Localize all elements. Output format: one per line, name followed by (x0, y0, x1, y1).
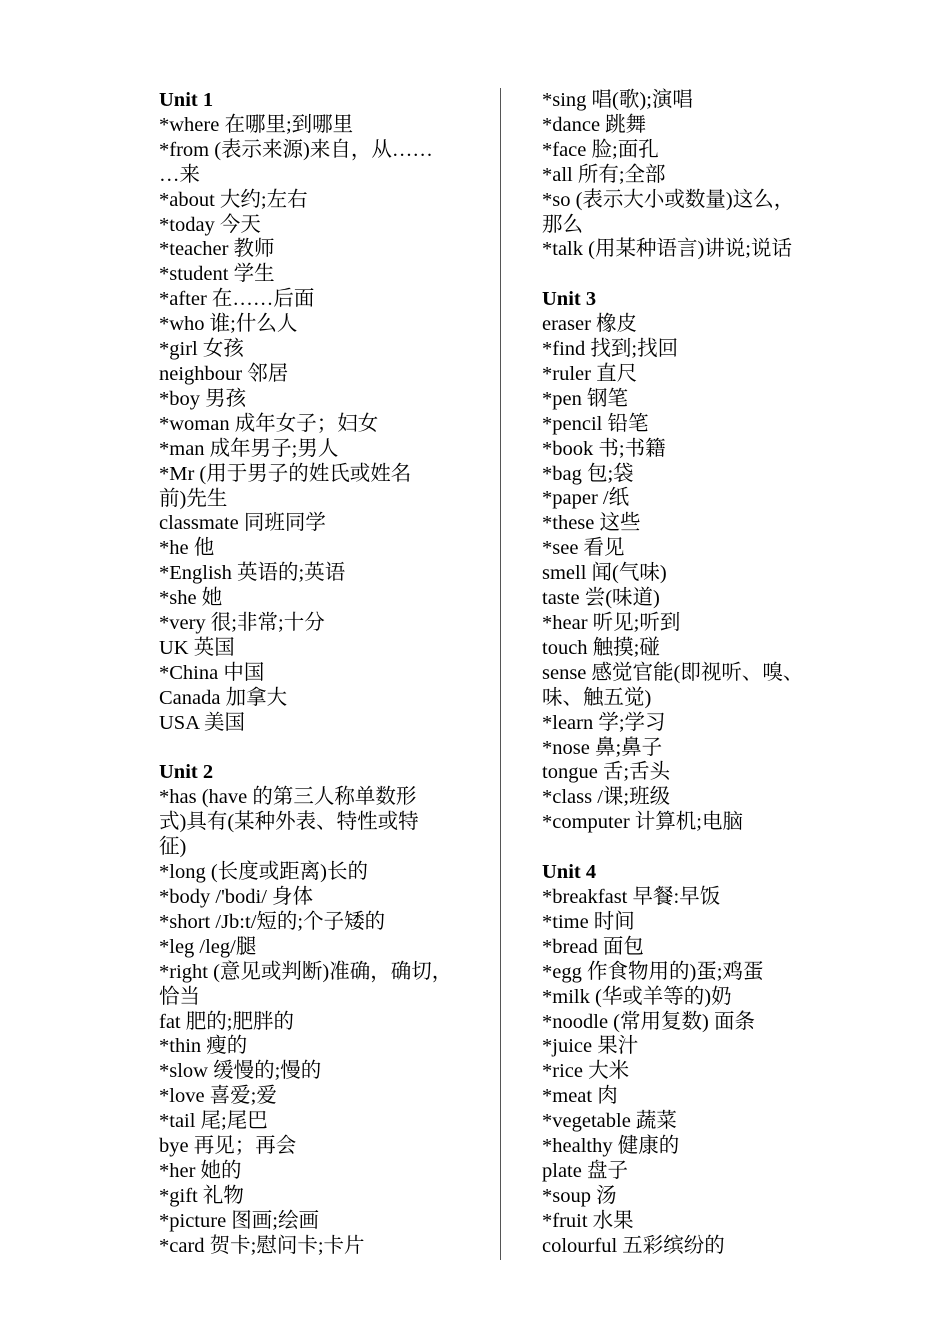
vocab-entry: *computer 计算机;电脑 (542, 811, 743, 834)
vocab-entry: *has (have 的第三人称单数形 (159, 786, 417, 809)
column-divider (500, 88, 501, 1260)
vocab-entry: touch 触摸;碰 (542, 636, 660, 659)
vocab-entry: *rice 大米 (542, 1060, 630, 1083)
spacer (159, 736, 464, 761)
vocab-entry: *slow 缓慢的;慢的 (159, 1060, 322, 1083)
vocab-entry: *sing 唱(歌);演唱 (542, 89, 693, 111)
vocab-entry: *picture 图画;绘画 (159, 1209, 319, 1232)
vocab-entry: 那么 (542, 213, 583, 236)
vocab-entry: USA 美国 (159, 711, 246, 734)
vocab-entry: *who 谁;什么人 (159, 313, 298, 336)
unit-4-vocab-list (542, 885, 832, 1259)
vocab-entry: tongue 舌;舌头 (542, 761, 671, 784)
vocab-entry: *soup 汤 (542, 1184, 617, 1207)
vocab-entry: *vegetable 蔬菜 (542, 1110, 677, 1133)
vocab-entry: 前)先生 (159, 487, 228, 510)
vocab-entry: *from (表示来源)来自，从…… (159, 138, 433, 161)
unit-4-title: Unit 4 (542, 861, 597, 884)
vocab-entry: *student 学生 (159, 263, 275, 286)
vocab-entry: neighbour 邻居 (159, 362, 289, 385)
vocab-entry: *all 所有;全部 (542, 163, 666, 186)
vocab-entry: *about 大约;左右 (159, 188, 308, 211)
vocab-entry: *breakfast 早餐:早饭 (542, 885, 721, 908)
vocab-entry: *boy 男孩 (159, 387, 247, 410)
vocab-entry: *long (长度或距离)长的 (159, 861, 368, 884)
vocab-entry: *her 她的 (159, 1159, 242, 1182)
vocab-entry: *he 他 (159, 537, 215, 560)
spacer (542, 262, 832, 287)
vocab-entry: bye 再见；再会 (159, 1135, 297, 1158)
vocab-entry: *milk (华或羊等的)奶 (542, 985, 732, 1008)
vocab-entry: *Mr (用于男子的姓氏或姓名 (159, 462, 412, 485)
vocab-entry: *bag 包;袋 (542, 462, 634, 485)
vocab-entry: *learn 学;学习 (542, 711, 666, 734)
vocab-entry: *class /课;班级 (542, 786, 671, 809)
vocab-entry: *where 在哪里;到哪里 (159, 113, 354, 136)
vocab-entry: *very 很;非常;十分 (159, 612, 325, 635)
vocab-entry: *these 这些 (542, 512, 641, 535)
vocab-entry: *gift 礼物 (159, 1184, 244, 1207)
vocab-entry: *right (意见或判断)准确，确切， (159, 960, 453, 983)
vocab-entry: *meat 肉 (542, 1085, 618, 1108)
vocab-entry: *body /'bodi/ 身体 (159, 885, 314, 908)
vocab-entry: *noodle (常用复数) 面条 (542, 1010, 755, 1033)
vocab-entry: *time 时间 (542, 910, 635, 933)
vocab-entry: *bread 面包 (542, 935, 644, 958)
unit-3-vocab-list (542, 312, 832, 835)
unit-2-continued-vocab-list (542, 88, 832, 262)
vocab-entry: *man 成年男子;男人 (159, 437, 339, 460)
vocab-entry: *leg /leg/腿 (159, 935, 257, 958)
vocab-entry: plate 盘子 (542, 1159, 628, 1182)
right-column (542, 88, 832, 1259)
vocab-entry: *China 中国 (159, 661, 265, 684)
vocab-entry: *hear 听见;听到 (542, 612, 681, 635)
vocab-entry: taste 尝(味道) (542, 587, 660, 610)
vocab-entry: smell 闻(气味) (542, 562, 667, 585)
vocab-entry: *today 今天 (159, 213, 261, 236)
vocab-entry: *after 在……后面 (159, 288, 315, 311)
vocab-entry: *girl 女孩 (159, 338, 244, 361)
vocab-entry: classmate 同班同学 (159, 512, 326, 535)
vocab-entry: *fruit 水果 (542, 1209, 634, 1232)
vocab-entry: eraser 橡皮 (542, 313, 638, 336)
vocab-entry: *so (表示大小或数量)这么， (542, 188, 795, 211)
vocab-entry: *see 看见 (542, 537, 625, 560)
vocab-entry: 式)具有(某种外表、特性或特 (159, 811, 419, 834)
vocab-entry: *card 贺卡;慰问卡;卡片 (159, 1234, 365, 1257)
vocab-entry: *English 英语的;英语 (159, 562, 346, 585)
vocab-entry: colourful 五彩缤纷的 (542, 1234, 725, 1257)
vocab-entry: *juice 果汁 (542, 1035, 639, 1058)
vocab-entry: *paper /纸 (542, 487, 630, 510)
vocab-entry: *tail 尾;尾巴 (159, 1110, 268, 1133)
unit-1-vocab-list (159, 113, 464, 736)
unit-1-title: Unit 1 (159, 89, 214, 111)
vocab-entry: *short /Jb:t/短的;个子矮的 (159, 910, 386, 933)
vocab-entry: *talk (用某种语言)讲说;说话 (542, 238, 792, 261)
vocab-entry: 恰当 (159, 985, 200, 1008)
vocab-entry: 征) (159, 836, 187, 859)
vocab-entry: *teacher 教师 (159, 238, 275, 261)
vocab-entry: sense 感觉官能(即视听、嗅、 (542, 661, 804, 684)
vocab-entry: *dance 跳舞 (542, 113, 647, 136)
vocab-entry: *pen 钢笔 (542, 387, 628, 410)
vocab-entry: *ruler 直尺 (542, 362, 638, 385)
spacer (542, 835, 832, 860)
vocab-entry: 味、触五觉) (542, 686, 652, 709)
unit-2-vocab-list (159, 785, 464, 1258)
vocab-entry: *woman 成年女子；妇女 (159, 412, 379, 435)
vocab-entry: *pencil 铅笔 (542, 412, 649, 435)
vocab-entry: *she 她 (159, 587, 223, 610)
vocab-entry: *egg 作食物用的)蛋;鸡蛋 (542, 960, 764, 983)
vocab-entry: *love 喜爱;爱 (159, 1085, 277, 1108)
vocab-entry: fat 肥的;肥胖的 (159, 1010, 294, 1033)
vocab-entry: Canada 加拿大 (159, 686, 288, 709)
vocab-entry: *thin 瘦的 (159, 1035, 248, 1058)
left-column (159, 88, 464, 1259)
vocab-entry: *book 书;书籍 (542, 437, 666, 460)
unit-2-title: Unit 2 (159, 761, 214, 784)
vocab-entry: *find 找到;找回 (542, 338, 679, 361)
vocab-entry: …来 (159, 163, 200, 186)
unit-3-title: Unit 3 (542, 288, 597, 311)
vocab-entry: *face 脸;面孔 (542, 138, 659, 161)
vocab-entry: *healthy 健康的 (542, 1135, 680, 1158)
vocab-entry: *nose 鼻;鼻子 (542, 736, 663, 759)
vocab-entry: UK 英国 (159, 636, 235, 659)
